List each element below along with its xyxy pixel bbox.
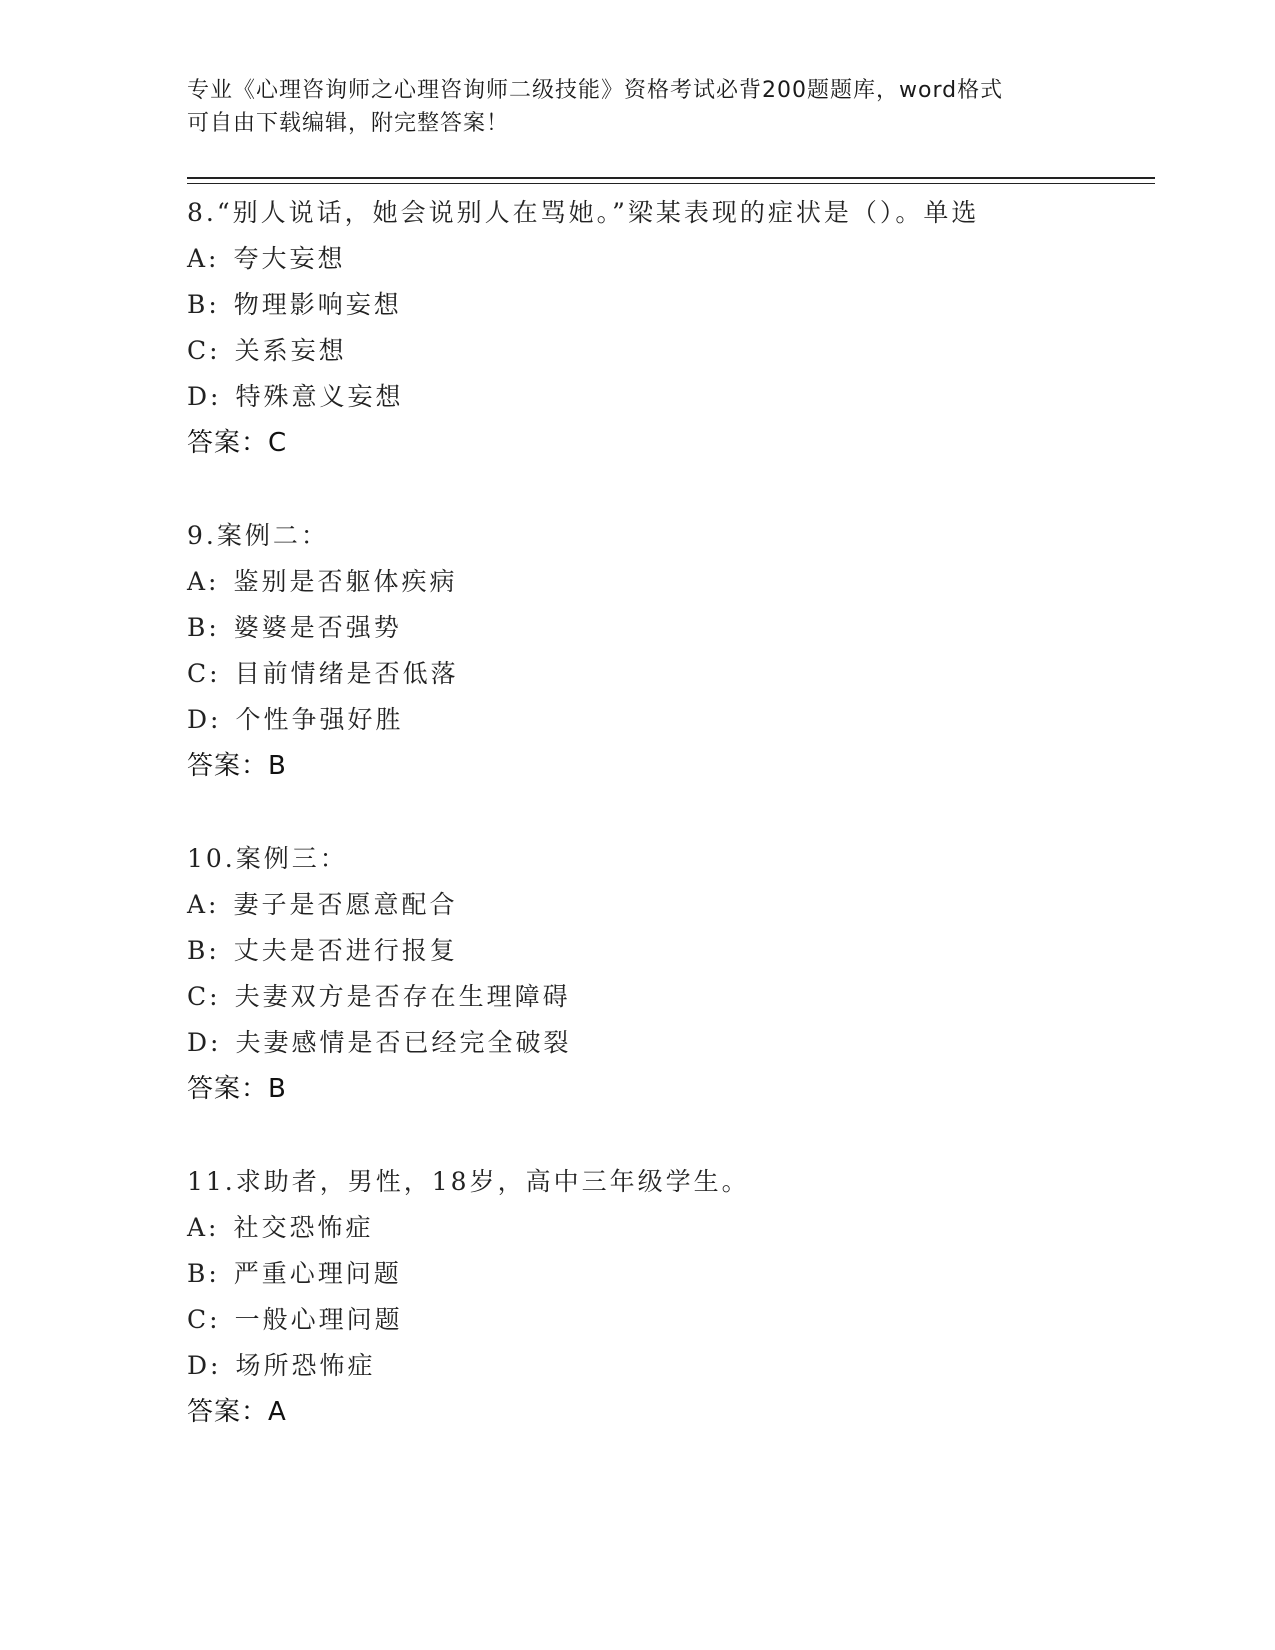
option-text: 一般心理问题 xyxy=(234,1305,403,1334)
option-key: D: xyxy=(187,382,222,411)
header-line-2: 可自由下载编辑，附完整答案！ xyxy=(187,111,510,136)
option-text: 目前情绪是否低落 xyxy=(234,659,459,688)
option-b xyxy=(187,1251,1155,1297)
document-header xyxy=(187,74,1087,140)
option-text: 妻子是否愿意配合 xyxy=(233,890,458,919)
question-9 xyxy=(187,513,1155,789)
question-stem: 10.案例三： xyxy=(187,844,348,873)
option-text: 婆婆是否强势 xyxy=(233,613,402,642)
option-a xyxy=(187,1205,1155,1251)
option-key: B: xyxy=(187,613,220,642)
option-c xyxy=(187,328,1155,374)
option-key: A: xyxy=(187,244,220,273)
option-text: 夸大妄想 xyxy=(233,244,346,273)
option-text: 鉴别是否躯体疾病 xyxy=(233,567,458,596)
option-d xyxy=(187,374,1155,420)
question-list xyxy=(187,190,1155,1482)
option-key: D: xyxy=(187,1351,222,1380)
option-c xyxy=(187,651,1155,697)
header-divider-thick xyxy=(187,177,1155,179)
option-text: 物理影响妄想 xyxy=(233,290,402,319)
option-text: 个性争强好胜 xyxy=(235,705,404,734)
answer-line: 答案：A xyxy=(187,1397,287,1427)
answer-line: 答案：B xyxy=(187,1074,287,1104)
option-b xyxy=(187,928,1155,974)
option-d xyxy=(187,697,1155,743)
option-key: B: xyxy=(187,936,220,965)
option-text: 社交恐怖症 xyxy=(233,1213,374,1242)
option-text: 夫妻双方是否存在生理障碍 xyxy=(234,982,571,1011)
answer-line: 答案：C xyxy=(187,428,288,458)
option-key: C: xyxy=(187,336,221,365)
option-key: D: xyxy=(187,705,222,734)
header-line-1: 专业《心理咨询师之心理咨询师二级技能》资格考试必背200题题库，word格式 xyxy=(187,78,1004,103)
option-a xyxy=(187,236,1155,282)
option-key: C: xyxy=(187,982,221,1011)
option-d xyxy=(187,1343,1155,1389)
option-key: C: xyxy=(187,659,221,688)
option-key: C: xyxy=(187,1305,221,1334)
option-key: A: xyxy=(187,1213,220,1242)
option-text: 关系妄想 xyxy=(234,336,347,365)
option-b xyxy=(187,282,1155,328)
option-a xyxy=(187,882,1155,928)
option-key: D: xyxy=(187,1028,222,1057)
option-text: 场所恐怖症 xyxy=(235,1351,376,1380)
option-key: A: xyxy=(187,890,220,919)
question-stem: 11.求助者，男性，18岁，高中三年级学生。 xyxy=(187,1167,750,1196)
option-a xyxy=(187,559,1155,605)
question-stem: 8.“别人说话，她会说别人在骂她。”梁某表现的症状是（）。单选 xyxy=(187,198,980,227)
option-key: A: xyxy=(187,567,220,596)
option-d xyxy=(187,1020,1155,1066)
option-text: 严重心理问题 xyxy=(233,1259,402,1288)
question-10 xyxy=(187,836,1155,1112)
header-divider-thin xyxy=(187,183,1155,184)
option-text: 丈夫是否进行报复 xyxy=(233,936,458,965)
option-b xyxy=(187,605,1155,651)
option-key: B: xyxy=(187,290,220,319)
option-text: 夫妻感情是否已经完全破裂 xyxy=(235,1028,572,1057)
answer-line: 答案：B xyxy=(187,751,287,781)
option-text: 特殊意义妄想 xyxy=(235,382,404,411)
question-11 xyxy=(187,1159,1155,1435)
option-key: B: xyxy=(187,1259,220,1288)
option-c xyxy=(187,974,1155,1020)
question-8 xyxy=(187,190,1155,466)
question-stem: 9.案例二： xyxy=(187,521,329,550)
option-c xyxy=(187,1297,1155,1343)
